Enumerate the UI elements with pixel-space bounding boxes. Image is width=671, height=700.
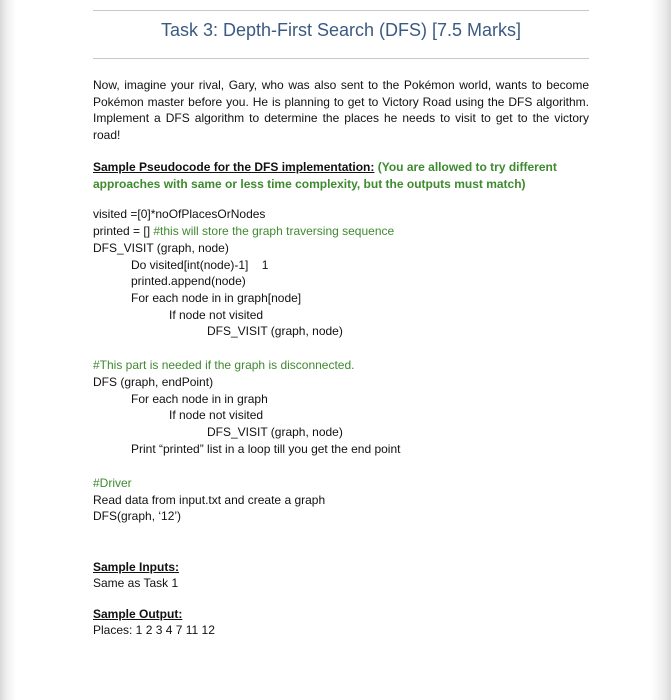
code-line-for-each-neighbor: For each node in in graph[node]	[131, 291, 302, 305]
code-line-dfs-def: DFS (graph, endPoint)	[93, 375, 214, 389]
code-line-dfs-visit-call: DFS_VISIT (graph, node)	[207, 425, 343, 439]
page-shadow-left	[0, 0, 16, 700]
code-line-mark-visited: Do visited[int(node)-1] 1	[131, 258, 269, 272]
code-line-append: printed.append(node)	[131, 274, 246, 288]
pseudocode-note: (You are allowed to try different approaches with same or less time complexity, but the outputs must match)	[93, 160, 557, 191]
pseudocode-heading: Sample Pseudocode for the DFS implementation:	[93, 160, 375, 174]
sample-inputs-heading: Sample Inputs:	[93, 560, 180, 574]
code-line-dfs-call: DFS(graph, ‘12’)	[93, 509, 182, 523]
code-line-for-each-node: For each node in in graph	[131, 392, 268, 406]
code-line-if-not-visited-2: If node not visited	[169, 408, 264, 422]
code-line-read-data: Read data from input.txt and create a graph	[93, 493, 326, 507]
code-line-printed	[93, 223, 394, 240]
code-line-print-loop: Print “printed” list in a loop till you get the end point	[131, 442, 401, 456]
page-shadow-right	[651, 0, 671, 700]
title-rule-top	[93, 10, 589, 11]
code-comment-driver: #Driver	[93, 476, 132, 490]
sample-inputs-value: Same as Task 1	[93, 576, 179, 590]
sample-output-heading: Sample Output:	[93, 607, 183, 621]
code-line-dfs-visit-def: DFS_VISIT (graph, node)	[93, 241, 229, 255]
code-printed-comment: #this will store the graph traversing sequence	[153, 224, 395, 238]
intro-paragraph: Now, imagine your rival, Gary, who was also sent to the Pokémon world, wants to become Pokémon master before you. He is planning to get to Victory Road using the DFS algorithm. Implement a DFS algorithm to determine the places he needs to visit to get to the victory road!	[93, 78, 589, 142]
page-title: Task 3: Depth-First Search (DFS) [7.5 Marks]	[160, 20, 522, 40]
title-rule-bottom	[93, 58, 589, 59]
sample-output-value: Places: 1 2 3 4 7 11 12	[93, 623, 215, 637]
code-line-visited: visited =[0]*noOfPlacesOrNodes	[93, 207, 266, 221]
code-comment-disconnected: #This part is needed if the graph is disconnected.	[93, 358, 355, 372]
code-line-if-not-visited: If node not visited	[169, 308, 264, 322]
code-printed-statement: printed = []	[93, 224, 154, 238]
code-line-recursive-call: DFS_VISIT (graph, node)	[207, 324, 343, 338]
pseudocode-heading-block	[93, 159, 593, 193]
